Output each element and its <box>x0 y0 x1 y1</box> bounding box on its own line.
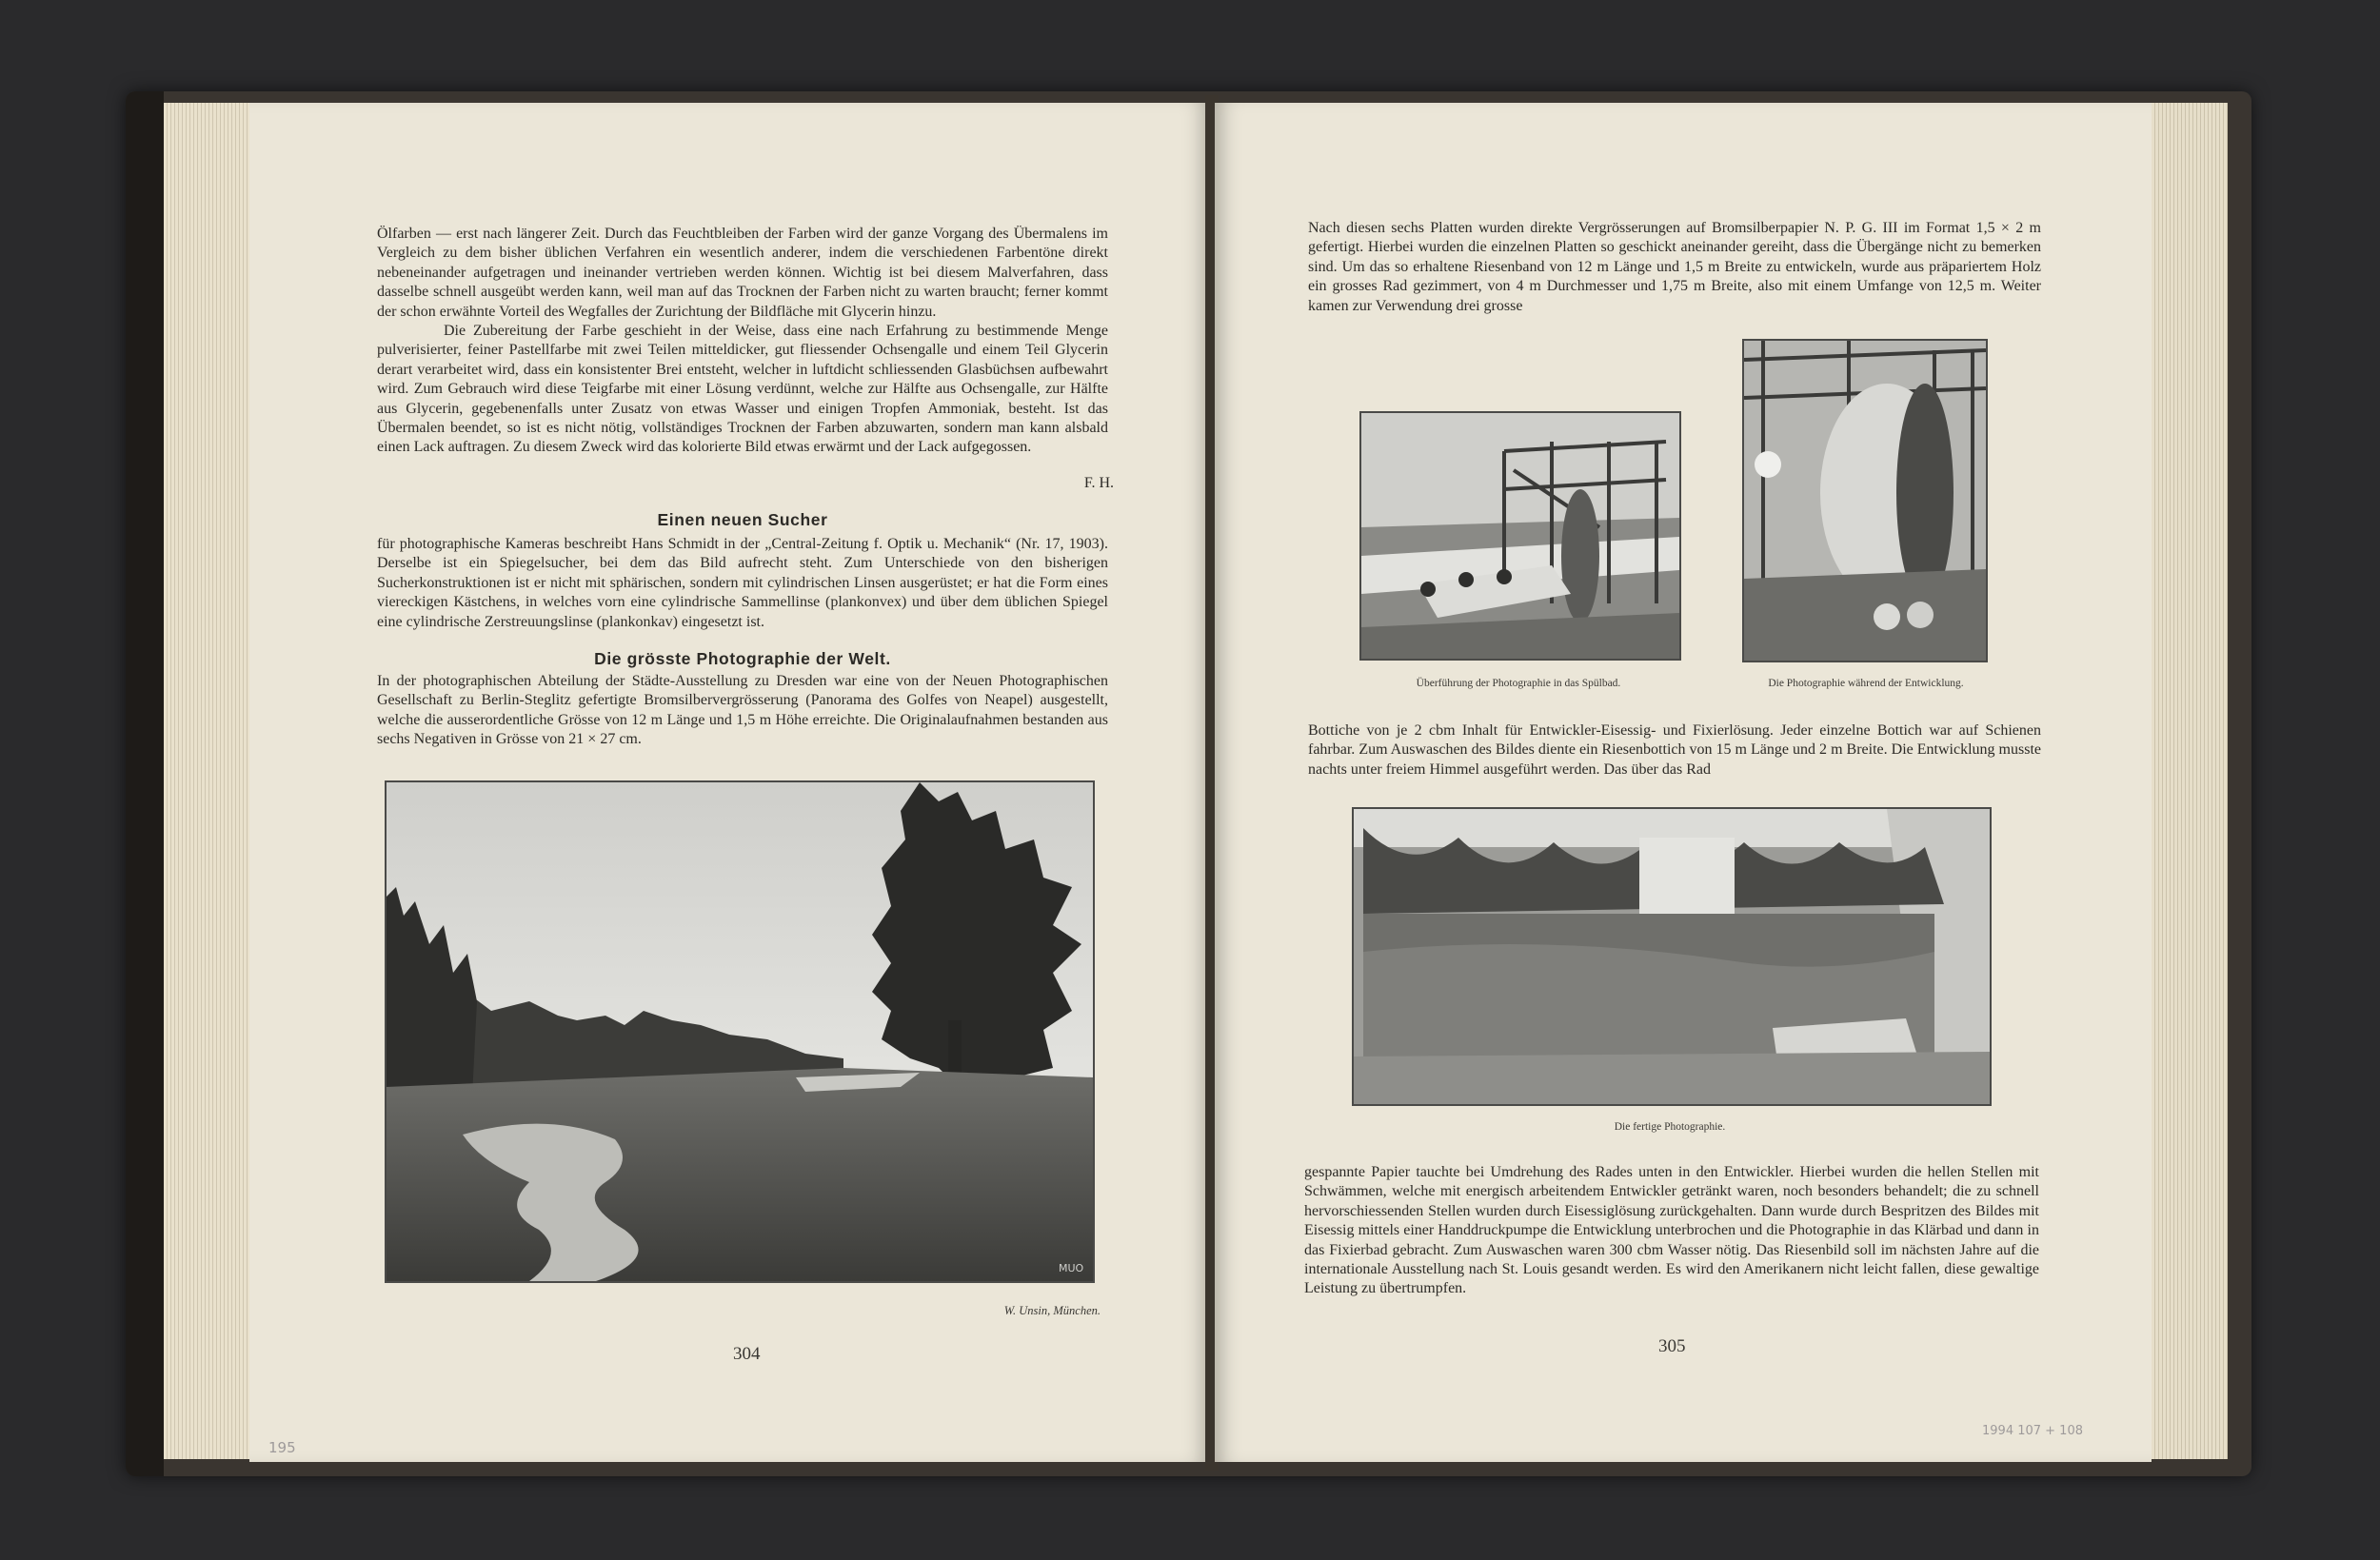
section-heading-welt: Die grösste Photographie der Welt. <box>594 649 891 668</box>
page-edges-right <box>2152 103 2228 1459</box>
landscape-photo-image <box>387 782 1093 1281</box>
paragraph-welt: In der photographischen Abteilung der Städte-Ausstellung zu Dresden war eine von der Neuen Photographischen Gesellschaft zu Berlin-Steglitz gefertigte Bromsilbervergrösserung (Panorama des Golfes von Neapel) ausgestellt, welche die ausserordentliche Grösse von 12 m Länge und 1,5 m Höhe erreichte. Die Originalaufnahmen bestanden aus sechs Negativen in Grösse von 21 × 27 cm. <box>377 673 1108 748</box>
right-paragraph-2: Bottiche von je 2 cbm Inhalt für Entwickler-Eisessig- und Fixierlösung. Jeder einzelne Bottich war auf Schienen fahrbar. Zum Auswaschen des Bildes diente ein Riesenbottich von 15 m Länge und 2 m Breite. Die Entwicklung musste nachts unter freiem Himmel ausgeführt werden. Das über das Rad <box>1308 722 2041 778</box>
page-edges-left <box>164 103 249 1459</box>
signature: F. H. <box>1038 474 1114 493</box>
pencil-note-right: 1994 107 + 108 <box>1982 1424 2083 1438</box>
photo-fertige <box>1352 807 1992 1106</box>
paragraph: Ölfarben — erst nach längerer Zeit. Durch das Feuchtbleiben der Farben wird der ganze Vorgang des Übermalens im Vergleich zu dem bisher üblichen Verfahren ein wesentlich anderer, indem die verschiedenen Farbentöne direkt nebeneinander aufgetragen und ineinander vertrieben werden können. Wichtig ist bei diesem Malverfahren, dass dasselbe schnell ausgeübt werden kann, weil man auf das Trocknen der Farben nicht zu warten braucht; ferner kommt der schon erwähnte Vorteil des Wegfalles der Zurichtung der Bildfläche mit Glycerin hinzu. <box>377 226 1108 320</box>
photo-credit: W. Unsin, München. <box>1003 1304 1101 1317</box>
paragraph-sucher: für photographische Kameras beschreibt Hans Schmidt in der „Central-Zeitung f. Optik u. Mechanik“ (Nr. 17, 1903). Derselbe ist ein Spiegelsucher, bei dem das Bild aufrecht steht. Zum Unterschiede von den bisherigen Sucherkonstruktionen ist er nicht mit sphärischen, sondern mit cylindrischen Linsen ausgerüstet; er hat die Form eines viereckigen Kästchens, in welches vorn eine cylindrische Sammellinse (plankonvex) und über dem üblichen Spiegel eine cylindrische Zerstreuungslinse (plankonkav) eingesetzt ist. <box>377 536 1108 630</box>
pencil-note-left: 195 <box>268 1439 296 1456</box>
photo-monogram: MUO <box>1059 1262 1084 1274</box>
caption-spuelbad: Überführung der Photographie in das Spülbad. <box>1416 678 1621 689</box>
left-body-top <box>377 225 1108 458</box>
page-number-right: 305 <box>1658 1336 1686 1356</box>
page-number-left: 304 <box>733 1344 761 1364</box>
caption-entwicklung: Die Photographie während der Entwicklung. <box>1768 678 1964 689</box>
photo-spuelbad-image <box>1361 413 1679 659</box>
photo-spuelbad <box>1359 411 1681 661</box>
paragraph: Die Zubereitung der Farbe geschieht in der Weise, dass eine nach Erfahrung zu bestimmende Menge pulverisierter, feiner Pastellfarbe mit zwei Teilen mitteldicker, gut fliessender Ochsengalle und einem Teil Glycerin derart verarbeitet wird, dass ein konsistenter Brei entsteht, welcher in luftdicht schliessenden Glasbüchsen aufbewahrt wird. Zum Gebrauch wird diese Teigfarbe mit einer Lösung verdünnt, welche zur Hälfte aus Ochsengalle, zur Hälfte aus Glycerin, gegebenenfalls unter Zusatz von etwas Wasser und einigen Tropfen Ammoniak, besteht. Ist das Übermalen beendet, so ist es nicht nötig, vollständiges Trocknen der Farben abzuwarten, sondern man kann alsbald einen Lack auftragen. Zu diesem Zweck wird das kolorierte Bild etwas erwärmt und der Lack aufgegossen. <box>377 323 1108 456</box>
right-paragraph-1: Nach diesen sechs Platten wurden direkte Vergrösserungen auf Bromsilberpapier N. P. G. III im Format 1,5 × 2 m gefertigt. Hierbei wurden die einzelnen Platten so geschickt aneinander gereiht, dass die Übergänge nicht zu bemerken sind. Um das so erhaltene Riesenband von 12 m Länge und 1,5 m Breite zu entwickeln, wurde aus präpariertem Holz ein grosses Rad gezimmert, von 4 m Durchmesser und 1,75 m Breite, also mit einem Umfange von 12,5 m. Weiter kamen zur Verwendung drei grosse <box>1308 220 2041 314</box>
book-spine-edge <box>126 91 164 1476</box>
landscape-photo <box>385 780 1095 1283</box>
photo-fertige-image <box>1354 809 1990 1104</box>
photo-entwicklung-image <box>1744 341 1986 661</box>
right-paragraph-3: gespannte Papier tauchte bei Umdrehung des Rades unten in den Entwickler. Hierbei wurden die hellen Stellen mit Schwämmen, welche mit energisch arbeitendem Entwickler getränkt waren, noch besonders behandelt; die zu schnell hervorschiessenden Stellen wurden durch Eisessiglösung zurückgehalten. Dann wurde durch Bespritzen des Bildes mit Eisessig mittels einer Handdruckpumpe die Entwicklung unterbrochen und die Photographie in das Klärbad und dann in das Fixierbad gebracht. Zum Auswaschen waren 300 cbm Wasser nötig. Das Riesenbild soll im nächsten Jahre auf die internationale Ausstellung nach St. Louis gesandt werden. Es wird den Amerikanern nicht leicht fallen, diese gewaltige Leistung zu übertrumpfen. <box>1304 1164 2039 1297</box>
section-heading-sucher: Einen neuen Sucher <box>657 510 828 529</box>
caption-fertige: Die fertige Photographie. <box>1614 1121 1726 1133</box>
photo-entwicklung <box>1742 339 1988 662</box>
